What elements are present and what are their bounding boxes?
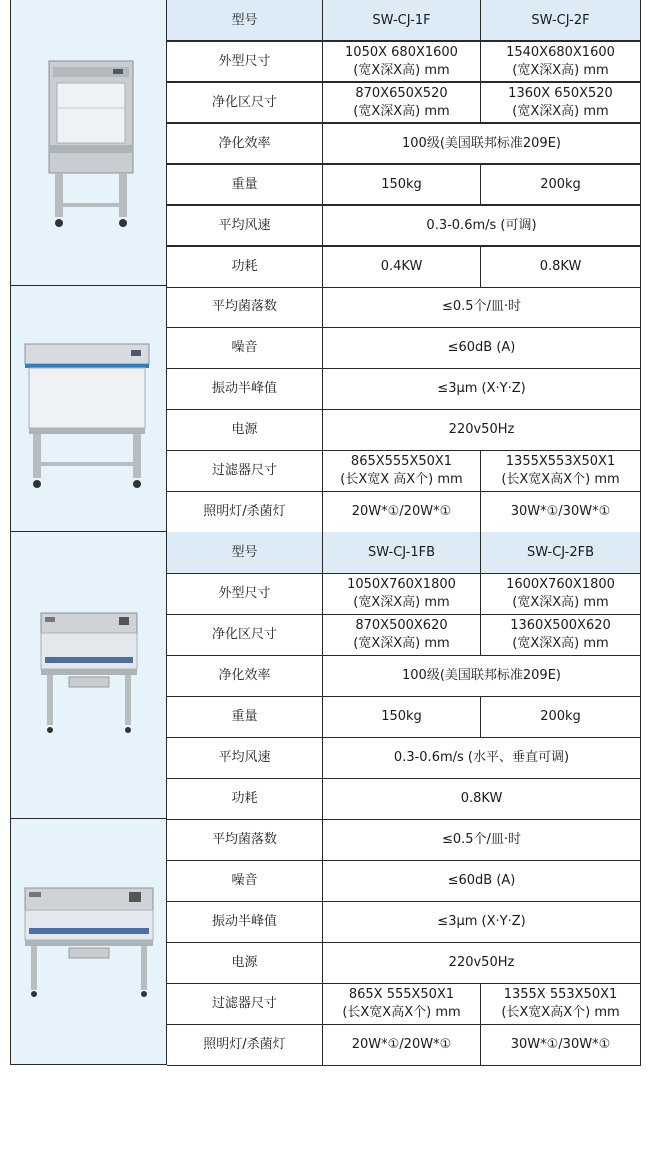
cell-line: (宽X深X高) mm	[512, 635, 609, 651]
model-name: SW-CJ-2F	[481, 0, 641, 42]
spec-label: 过滤器尺寸	[167, 450, 323, 492]
spec-label: 振动半峰值	[167, 368, 323, 410]
cell-line: 1600X760X1800	[506, 576, 615, 592]
cell-line: (宽X深X高) mm	[353, 103, 450, 119]
spec-value: 200kg	[481, 696, 641, 738]
spec-label: 净化区尺寸	[167, 81, 323, 124]
cabinet-2f-photo	[11, 286, 167, 532]
model-label: 型号	[167, 0, 323, 42]
cell-line: 1355X 553X50X1	[503, 986, 618, 1002]
spec-value: ≤3μm (X·Y·Z)	[323, 368, 641, 410]
spec-value	[323, 81, 481, 124]
spec-value	[481, 614, 641, 656]
spec-value	[481, 573, 641, 615]
spec-label: 平均风速	[167, 204, 323, 247]
spec-label: 过滤器尺寸	[167, 983, 323, 1025]
spec-value	[323, 573, 481, 615]
spec-label: 重量	[167, 696, 323, 738]
cabinet-2fb-photo	[11, 819, 167, 1065]
spec-value: 220v50Hz	[323, 409, 641, 451]
cabinet-illustration	[29, 53, 149, 233]
cell-line: 870X650X520	[355, 85, 448, 101]
spec-value	[323, 983, 481, 1025]
cell-line: (宽X深X高) mm	[512, 594, 609, 610]
spec-label: 平均菌落数	[167, 819, 323, 861]
spec-value	[481, 983, 641, 1025]
spec-value: 30W*①/30W*①	[481, 1024, 641, 1066]
spec-value: 0.3-0.6m/s (水平、垂直可调)	[323, 737, 641, 779]
spec-value	[481, 81, 641, 124]
spec-label: 净化效率	[167, 655, 323, 697]
spec-value	[323, 614, 481, 656]
cell-line: (长X宽X 高X个) mm	[340, 471, 463, 487]
spec-value: ≤0.5个/皿·时	[323, 819, 641, 861]
spec-value: 100级(美国联邦标准209E)	[323, 655, 641, 697]
cell-line: 870X500X620	[355, 617, 448, 633]
cell-line: 865X 555X50X1	[348, 986, 455, 1002]
spec-value: ≤60dB (A)	[323, 860, 641, 902]
spec-value	[481, 450, 641, 492]
spec-label: 噪音	[167, 860, 323, 902]
spec-block	[10, 532, 640, 819]
spec-value	[323, 40, 481, 83]
model-label: 型号	[167, 532, 323, 574]
spec-label: 照明灯/杀菌灯	[167, 491, 323, 533]
model-name: SW-CJ-2FB	[481, 532, 641, 574]
spec-value: 200kg	[481, 163, 641, 206]
spec-block	[10, 286, 640, 532]
spec-label: 电源	[167, 409, 323, 451]
spec-value: 0.8KW	[323, 778, 641, 820]
cell-line: (长X宽X高X个) mm	[342, 1004, 461, 1020]
spec-block	[10, 819, 640, 1065]
cell-line: (宽X深X高) mm	[353, 635, 450, 651]
spec-value	[323, 450, 481, 492]
cabinet-illustration	[19, 882, 159, 1002]
cabinet-1fb-photo	[11, 532, 167, 819]
spec-label: 噪音	[167, 327, 323, 369]
spec-label: 电源	[167, 942, 323, 984]
cell-line: 1355X553X50X1	[505, 453, 616, 469]
spec-value: 100级(美国联邦标准209E)	[323, 122, 641, 165]
cell-line: (宽X深X高) mm	[353, 594, 450, 610]
spec-label: 净化区尺寸	[167, 614, 323, 656]
spec-label: 重量	[167, 163, 323, 206]
spec-value: ≤60dB (A)	[323, 327, 641, 369]
spec-value: 0.3-0.6m/s (可调)	[323, 204, 641, 247]
cell-line: 1360X 650X520	[508, 85, 613, 101]
spec-value: 20W*①/20W*①	[323, 1024, 481, 1066]
cell-line: 1540X680X1600	[506, 44, 615, 60]
cell-line: 1360X500X620	[510, 617, 611, 633]
cabinet-illustration	[29, 605, 149, 745]
cell-line: (长X宽X高X个) mm	[501, 1004, 620, 1020]
spec-label: 振动半峰值	[167, 901, 323, 943]
cell-line: 1050X 680X1600	[345, 44, 458, 60]
spec-label: 平均菌落数	[167, 286, 323, 328]
spec-value: 0.4KW	[323, 245, 481, 288]
cabinet-1f-photo	[11, 0, 167, 286]
spec-value: 220v50Hz	[323, 942, 641, 984]
spec-label: 外型尺寸	[167, 573, 323, 615]
spec-label: 功耗	[167, 778, 323, 820]
spec-sheet	[10, 0, 640, 1065]
spec-value: 20W*①/20W*①	[323, 491, 481, 533]
cell-line: 1050X760X1800	[347, 576, 456, 592]
spec-block	[10, 0, 640, 286]
cell-line: (宽X深X高) mm	[512, 103, 609, 119]
cell-line: 865X555X50X1	[350, 453, 453, 469]
spec-value: 0.8KW	[481, 245, 641, 288]
spec-label: 功耗	[167, 245, 323, 288]
spec-value: 30W*①/30W*①	[481, 491, 641, 533]
spec-value: 150kg	[323, 163, 481, 206]
spec-label: 外型尺寸	[167, 40, 323, 83]
spec-label: 净化效率	[167, 122, 323, 165]
spec-label: 照明灯/杀菌灯	[167, 1024, 323, 1066]
cell-line: (宽X深X高) mm	[353, 62, 450, 78]
model-name: SW-CJ-1F	[323, 0, 481, 42]
spec-label: 平均风速	[167, 737, 323, 779]
model-name: SW-CJ-1FB	[323, 532, 481, 574]
spec-value: 150kg	[323, 696, 481, 738]
spec-value: ≤3μm (X·Y·Z)	[323, 901, 641, 943]
cell-line: (宽X深X高) mm	[512, 62, 609, 78]
cell-line: (长X宽X高X个) mm	[501, 471, 620, 487]
spec-value: ≤0.5个/皿·时	[323, 286, 641, 328]
cabinet-illustration	[19, 324, 159, 494]
spec-value	[481, 40, 641, 83]
